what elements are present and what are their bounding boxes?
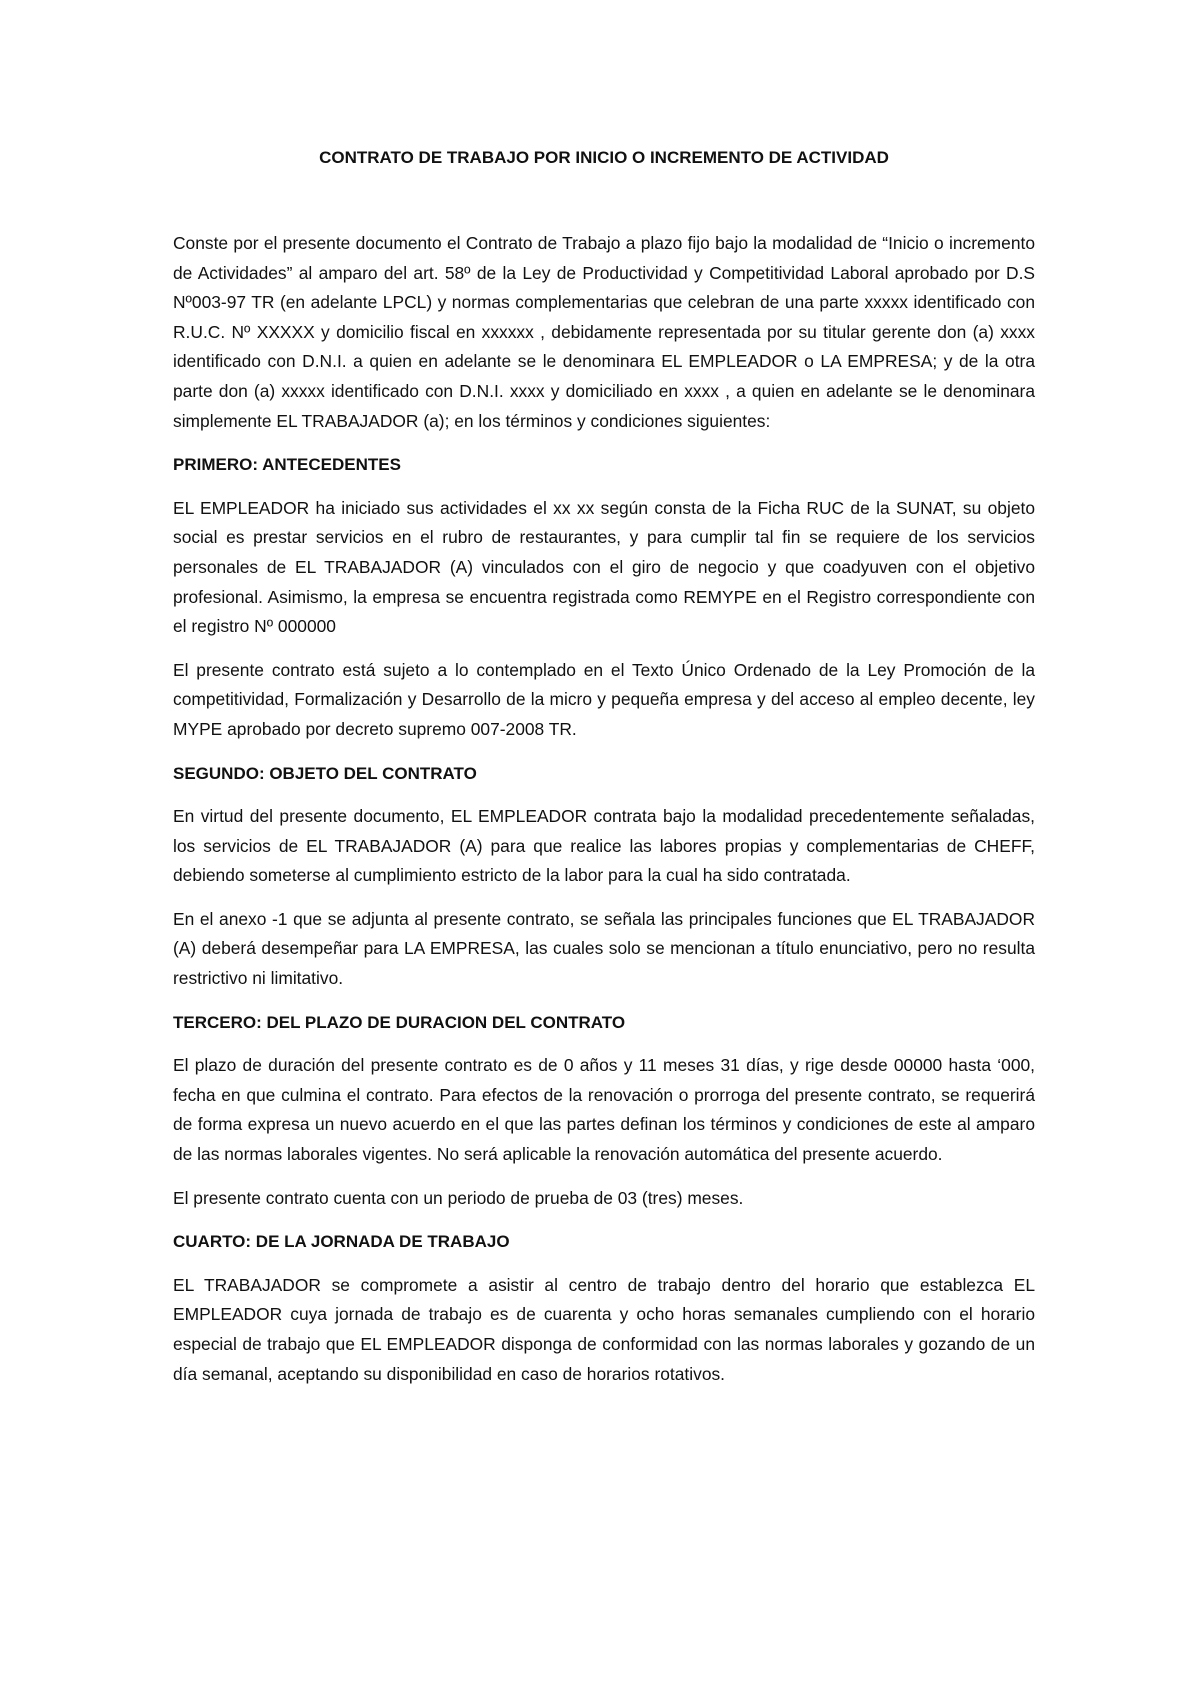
section-paragraph: El presente contrato está sujeto a lo contemplado en el Texto Único Ordenado de la Ley Promoción de la competitividad, Formalización y Desarrollo de la micro y pequeña empresa y del acceso al empleo decente, ley MYPE aprobado por decreto supremo 007-2008 TR. [173, 659, 1035, 739]
section-paragraph: EL EMPLEADOR ha iniciado sus actividades el xx xx según consta de la Ficha RUC de la SUNAT, su objeto social es prestar servicios en el rubro de restaurantes, y para cumplir tal fin se requiere de los servicios personales de EL TRABAJADOR (A) vinculados con el giro de negocio y que coadyuven con el objetivo profesional. Asimismo, la empresa se encuentra registrada como REMYPE en el Registro correspondiente con el registro Nº 000000 [173, 497, 1035, 637]
section-heading-cuarto: CUARTO: DE LA JORNADA DE TRABAJO [173, 1232, 510, 1252]
section-paragraph: EL TRABAJADOR se compromete a asistir al centro de trabajo dentro del horario que establezca EL EMPLEADOR cuya jornada de trabajo es de cuarenta y ocho horas semanales cumpliendo con el horario especial de trabajo que EL EMPLEADOR disponga de conformidad con las normas laborales y gozando de un día semanal, aceptando su disponibilidad en caso de horarios rotativos. [173, 1274, 1035, 1384]
section-paragraph: En virtud del presente documento, EL EMPLEADOR contrata bajo la modalidad precedentemente señaladas, los servicios de EL TRABAJADOR (A) para que realice las labores propias y complementarias de CHEFF, debiendo someterse al cumplimiento estricto de la labor para la cual ha sido contratada. [173, 806, 1035, 886]
section-paragraph: En el anexo -1 que se adjunta al presente contrato, se señala las principales funciones que EL TRABAJADOR (A) deberá desempeñar para LA EMPRESA, las cuales solo se mencionan a título enunciativo, pero no resulta restrictivo ni limitativo. [173, 908, 1035, 989]
section-paragraph: El presente contrato cuenta con un periodo de prueba de 03 (tres) meses. [173, 1187, 744, 1208]
section-heading-primero: PRIMERO: ANTECEDENTES [173, 455, 401, 475]
section-heading-segundo: SEGUNDO: OBJETO DEL CONTRATO [173, 763, 477, 783]
section-paragraph: El plazo de duración del presente contrato es de 0 años y 11 meses 31 días, y rige desde 00000 hasta ‘000, fecha en que culmina el contrato. Para efectos de la renovación o prorroga del presente contrato, se requerirá de forma expresa un nuevo acuerdo en el que las partes definan los términos y condiciones de este al amparo de las normas laborales vigentes. No será aplicable la renovación automática del presente acuerdo. [173, 1055, 1035, 1165]
intro-paragraph: Conste por el presente documento el Contrato de Trabajo a plazo fijo bajo la modalidad de “Inicio o incremento de Actividades” al amparo del art. 58º de la Ley de Productividad y Competitividad Laboral aprobado por D.S Nº003-97 TR (en adelante LPCL) y normas complementarias que celebran de una parte xxxxx identificado con R.U.C. Nº XXXXX y domicilio fiscal en xxxxxx , debidamente representada por su titular gerente don (a) xxxx identificado con D.N.I. a quien en adelante se le denominara EL EMPLEADOR o LA EMPRESA; y de la otra parte don (a) xxxxx identificado con D.N.I. xxxx y domiciliado en xxxx , a quien en adelante se le denominara simplemente EL TRABAJADOR (a); en los términos y condiciones siguientes: [173, 233, 1035, 431]
document-title: CONTRATO DE TRABAJO POR INICIO O INCREMENTO DE ACTIVIDAD [319, 148, 889, 167]
section-heading-tercero: TERCERO: DEL PLAZO DE DURACION DEL CONTRATO [173, 1012, 626, 1032]
